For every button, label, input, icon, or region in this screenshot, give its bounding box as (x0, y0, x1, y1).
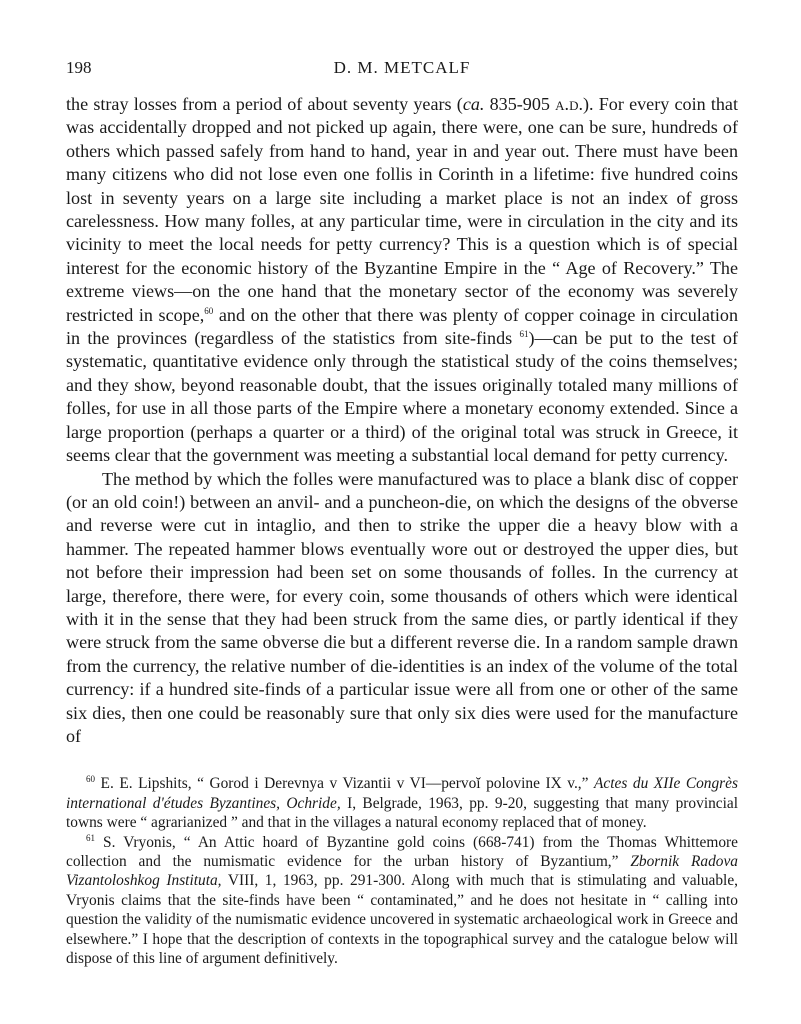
footnote-title: Actes du XIIe Congrès international d'études Byzantines, Ochride, (66, 775, 738, 812)
ad-abbrev: a.d. (555, 94, 583, 114)
page-number: 198 (66, 58, 92, 77)
paragraph-2: The method by which the folles were manufactured was to place a blank disc of copper (or an old coin!) between an anvil- and a puncheon-die, on which the designs of the obverse and reverse were cut in intaglio, and then to strike the upper die a heavy blow with a hammer. The repeated hammer blows eventually wore out or destroyed the upper dies, but not before their impression had been set on some thousands of folles. In the currency at large, therefore, there were, for every coin, some thousands of others which were identical with it in the sense that they had been struck from the same dies, or partly identical if they were struck from the same obverse die but a different reverse die. In a random sample drawn from the currency, the relative number of die-identities is an index of the volume of the total currency: if a hundred site-finds of a particular issue were all from one or other of the same six dies, then one could be reasonably sure that only six dies were used for the manufacture of (66, 468, 738, 746)
page-header (66, 58, 738, 82)
body-text (66, 93, 738, 748)
footnote-60: $^{60}$ E. E. Lipshits, “ Gorod i Derevnya v Vizantii v VI—pervoĭ polovine IX v.,” Actes du XIIe Congrès international d'études Byzantines, Ochride, I, Belgrade, 1963, pp. 9-20, suggesting that many provincial towns were “ agrarianized ” and that in the villages a natural economy replaced that of money. (66, 774, 739, 832)
footnote-61: $^{61}$ S. Vryonis, “ An Attic hoard of Byzantine gold coins (668-741) from the Thomas Whittemore collection and the numismatic evidence for the urban history of Byzantium,” Zbornik Radova Vizantoloshkog Instituta, VIII, 1, 1963, pp. 291-300. Along with much that is stimulating and valuable, Vryonis claims that the site-finds have been “ contaminated,” and he does not hesitate in “ calling into question the validity of the numismatic evidence uncovered in systematic archaeological work in Greece and elsewhere.” I hope that the description of contexts in the topographical survey and the catalogue below will dispose of this line of argument definitively. (66, 832, 739, 968)
ca-abbrev: ca. (462, 94, 485, 114)
footnotes (66, 774, 738, 968)
page (66, 58, 738, 968)
footnote-mark: 61 (86, 832, 95, 843)
footnote-title: Zbornik Radova Vizantoloshkog Instituta, (66, 853, 738, 890)
footnote-ref-60[interactable]: 60 (204, 305, 214, 316)
paragraph-1: the stray losses from a period of about seventy years (ca. 835-905 a.d.). For every coin that was accidentally dropped and not picked up again, there were, one can be sure, hundreds of others which passed safely from hand to hand, year in and year out. There must have been many citizens who did not lose even one follis in Corinth in a lifetime: five hundred coins lost in seventy years on a large site including a market place is not an index of gross carelessness. How many folles, at any particular time, were in circulation in the city and its vicinity to meet the local needs for petty currency? This is a question which is of special interest for the economic history of the Byzantine Empire in the “ Age of Recovery.” The extreme views—on the one hand that the monetary sector of the economy was severely restricted in scope,$^{60}$ and on the other that there was plenty of copper coinage in circulation in the provinces (regardless of the statistics from site-finds $^{61}$)—can be put to the test of systematic, quantitative evidence only through the statistical study of the coins themselves; and they show, beyond reasonable doubt, that the issues originally totaled many millions of folles, for use in all those parts of the Empire where a monetary economy extended. Since a large proportion (perhaps a quarter or a third) of the original total was struck in Greece, it seems clear that the government was meeting a substantial local demand for petty currency. (66, 94, 739, 466)
footnote-mark: 60 (86, 774, 95, 785)
footnote-ref-61[interactable]: 61 (519, 329, 529, 340)
running-head: D. M. METCALF (333, 58, 471, 77)
